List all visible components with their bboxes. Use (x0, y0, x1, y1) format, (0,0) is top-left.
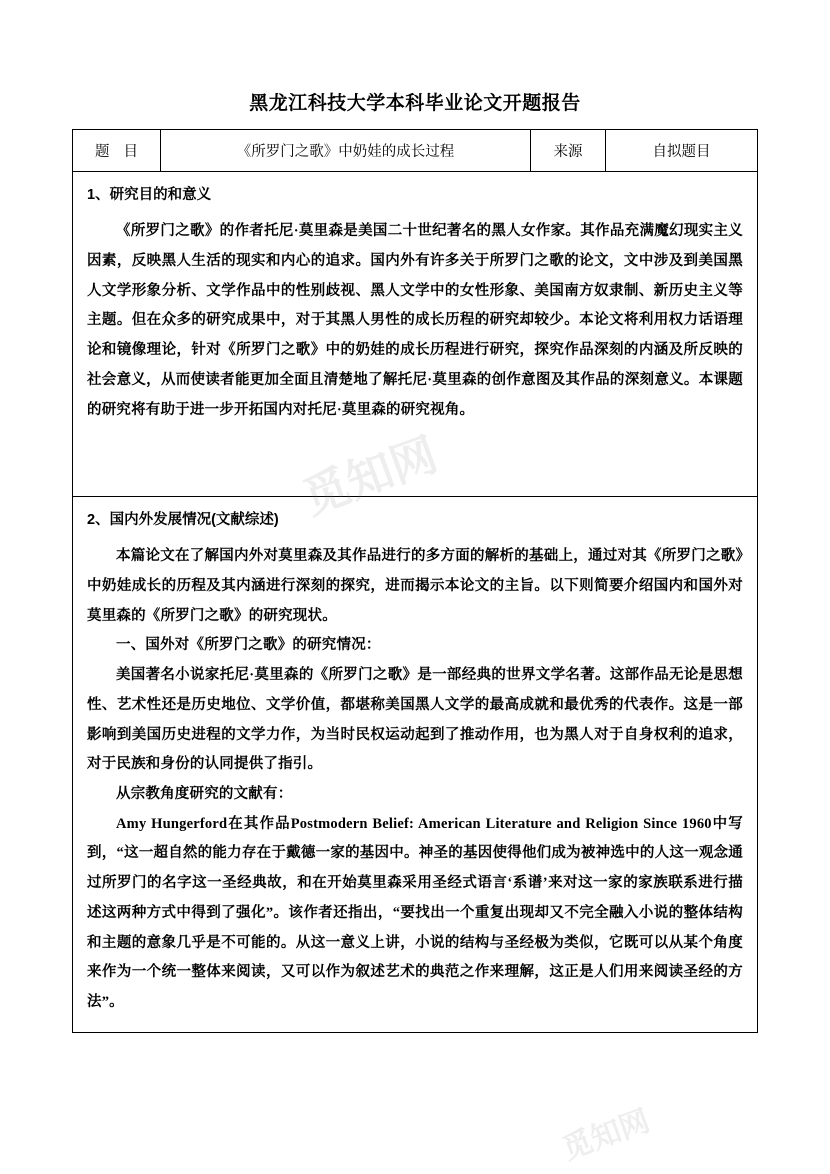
table-row (73, 172, 758, 497)
section-2 (73, 497, 757, 1032)
section-1-paragraph: 《所罗门之歌》的作者托尼·莫里森是美国二十世纪著名的黑人女作家。其作品充满魔幻现实主义因素，反映黑人生活的现实和内心的追求。国内外有许多关于所罗门之歌的论文，文中涉及到美国黑人文学形象分析、文学作品中的性别歧视、黑人文学中的女性形象、美国南方奴隶制、新历史主义等主题。但在众多的研究成果中，对于其黑人男性的成长历程的研究却较少。本论文将利用权力话语理论和镜像理论，针对《所罗门之歌》中的奶娃的成长历程进行研究，探究作品深刻的内涵及所反映的社会意义，从而使读者能更加全面且清楚地了解托尼·莫里森的创作意图及其作品的深刻意义。本课题的研究将有助于进一步开拓国内对托尼·莫里森的研究视角。 (87, 223, 743, 418)
section-2-paragraph-4: 从宗教角度研究的文献有： (116, 785, 293, 802)
section-2-cell (73, 497, 758, 1033)
table-row (73, 130, 758, 172)
page-title: 黑龙江科技大学本科毕业论文开题报告 (249, 93, 581, 114)
source-label-cell: 来源 (531, 130, 606, 172)
watermark-primary: 觅知网 (296, 427, 444, 524)
section-2-paragraph-5: Amy Hungerford在其作品Postmodern Belief: American Literature and Religion Since 1960中写到，“这一超自然的能力存在于戴德一家的基因中。神圣的基因使得他们成为被神选中的人这一观念通过所罗门的名字这一圣经典故，和在开始莫里森采用圣经式语言‘系谱’来对这一家的家族联系进行描述这两种方式中得到了强化”。该作者还指出，“要找出一个重复出现却又不完全融入小说的整体结构和主题的意象几乎是不可能的。从这一意义上讲，小说的结构与圣经极为类似，它既可以从某个角度来作为一个统一整体来阅读，又可以作为叙述艺术的典范之作来理解，这正是人们用来阅读圣经的方法”。 (87, 815, 743, 1010)
watermark-secondary: 觅知网 (558, 1104, 655, 1167)
topic-label-cell (73, 130, 161, 172)
table-row (73, 497, 758, 1033)
section-2-paragraph-1: 本篇论文在了解国内外对莫里森及其作品进行的多方面的解析的基础上，通过对其《所罗门之歌》中奶娃成长的历程及其内涵进行深刻的探究，进而揭示本论文的主旨。以下则简要介绍国内和国外对莫里森的《所罗门之歌》的研究现状。 (87, 548, 743, 624)
report-table (72, 129, 758, 1033)
section-1 (73, 172, 757, 496)
section-1-heading: 1、研究目的和意义 (87, 187, 212, 203)
topic-value-cell: 《所罗门之歌》中奶娃的成长过程 (161, 130, 531, 172)
section-1-cell (73, 172, 758, 497)
section-2-heading: 2、国内外发展情况(文献综述) (87, 512, 279, 528)
section-2-paragraph-2: 一、国外对《所罗门之歌》的研究情况： (116, 637, 381, 654)
topic-label: 题目 (95, 144, 152, 160)
source-value-cell: 自拟题目 (606, 130, 758, 172)
section-2-paragraph-3: 美国著名小说家托尼·莫里森的《所罗门之歌》是一部经典的世界文学名著。这部作品无论是思想性、艺术性还是历史地位、文学价值，都堪称美国黑人文学的最高成就和最优秀的代表作。这是一部影响到美国历史进程的文学力作，为当时民权运动起到了推动作用，也为黑人对于自身权利的追求，对于民族和身份的认同提供了指引。 (87, 667, 743, 773)
